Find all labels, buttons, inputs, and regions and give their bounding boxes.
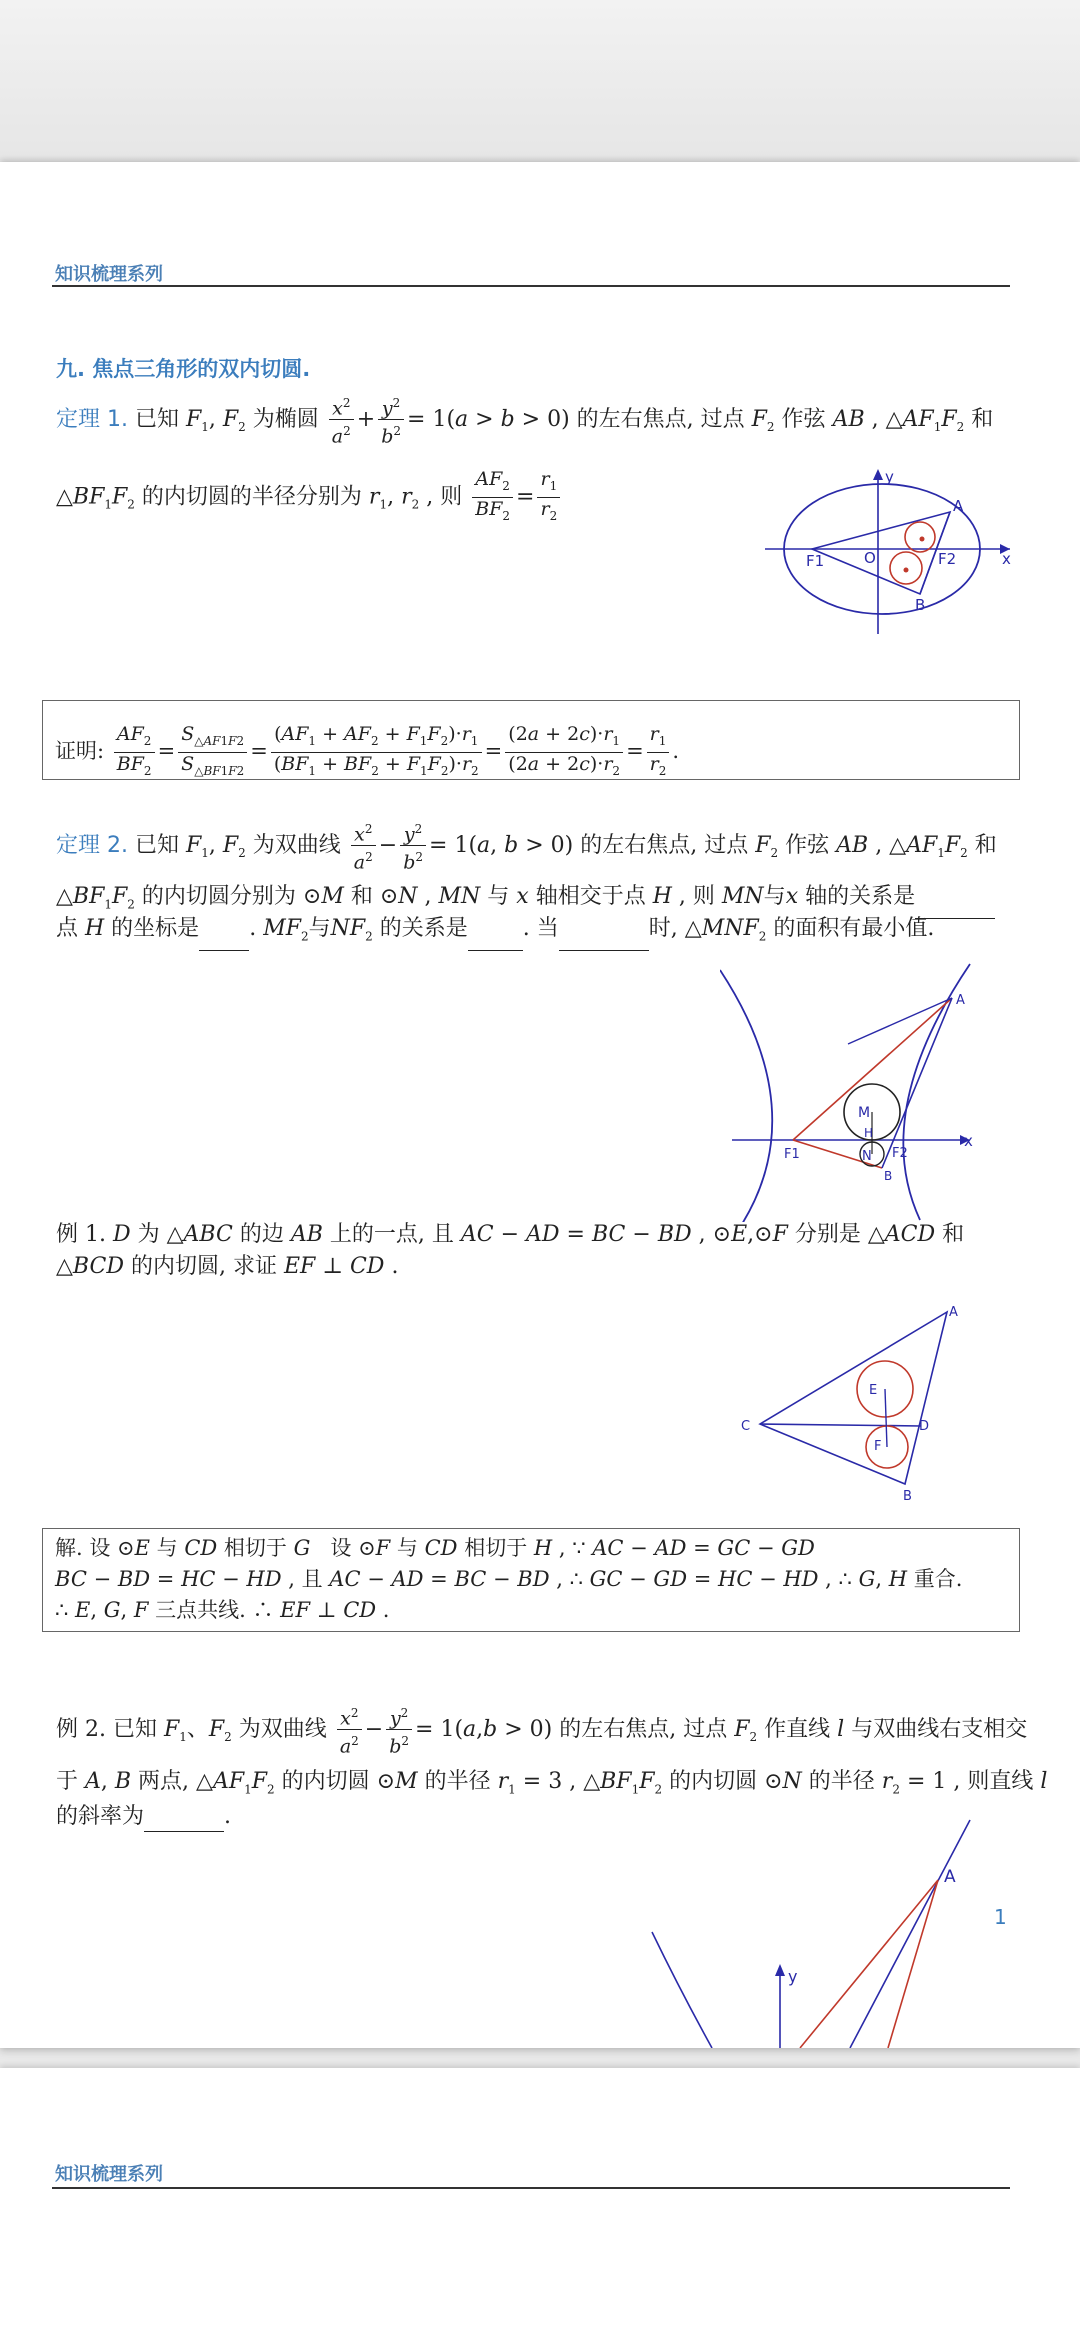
theorem-2-line-2: $\triangle BF_1F_2$ 的内切圆分别为 ⊙M 和 ⊙N , MN 与 x 轴相交于点 H , 则 MN与x 轴的关系是: [56, 882, 995, 919]
running-header-2: 知识梳理系列: [55, 2164, 163, 2185]
line-a-b: [888, 1880, 938, 2048]
label-d: D: [919, 1419, 930, 1434]
label-x: x: [1002, 550, 1011, 568]
hyperbola-left-branch: [720, 970, 772, 1222]
document-page-1[interactable]: [0, 162, 1080, 2048]
label-b: B: [915, 596, 926, 614]
hyperbola-figure: [720, 962, 980, 1222]
label-e: E: [869, 1383, 878, 1398]
label-y: y: [788, 1967, 798, 1986]
solution-1-line-1: 解. 设 ⊙E 与 CD 相切于 G 设 ⊙F 与 CD 相切于 H , ∵ AC − AD = GC − GD: [55, 1536, 815, 1560]
viewer-background: [0, 0, 1080, 160]
y-axis-arrow: [775, 1964, 785, 1976]
triangle-abc: [760, 1312, 947, 1484]
triangle-figure: [735, 1302, 975, 1502]
label-f2: F2: [938, 550, 957, 568]
label-b: B: [884, 1169, 893, 1183]
proof-box: [42, 700, 1020, 780]
example-2-figure: [640, 1810, 1020, 2048]
running-header: 知识梳理系列: [55, 264, 163, 285]
line-l: [850, 1820, 970, 2048]
label-f1: F1: [806, 552, 825, 570]
label-b: B: [903, 1489, 912, 1502]
label-c: C: [741, 1419, 751, 1434]
segment-ef: [885, 1389, 887, 1447]
label-o: O: [864, 549, 876, 567]
example-2-line-3: 的斜率为 .: [56, 1802, 231, 1832]
label-f2: F2: [892, 1146, 908, 1161]
solution-box: [42, 1528, 1020, 1632]
example-1-line-2: △BCD 的内切圆, 求证 EF ⊥ CD .: [56, 1254, 399, 1279]
incircle-1-center: [920, 537, 925, 542]
label-a: A: [944, 1867, 956, 1887]
label-a: A: [956, 993, 965, 1008]
header-rule: [52, 285, 1010, 287]
solution-1-line-2: BC − BD = HC − HD , 且 AC − AD = BC − BD , ∴ GC − GD = HC − HD , ∴ G, H 重合.: [55, 1567, 963, 1591]
header-rule-2: [52, 2187, 1010, 2189]
theorem-2-label: 定理 2.: [56, 832, 128, 858]
ellipse-figure: [760, 464, 1030, 664]
chord-ab: [882, 998, 952, 1168]
incircle-1: [905, 522, 935, 552]
example-2-line-1: 例 2. 已知 $F_1$、$F_2$ 为双曲线 $\frac{x^2}{a^2}$ − $\frac{y^2}{b^2}$ = 1(a,b > 0) 的左右焦点, 过点 $F_2$ 作直线 l 与双曲线右支相交: [56, 1702, 1027, 1758]
theorem-2-line-1: 定理 2. 已知 $F_1$, $F_2$ 为双曲线 $\frac{x^2}{a^2}$ − $\frac{y^2}{b^2}$ = 1(a, b > 0) 的左右焦点, 过点 $F_2$ 作弦 AB , $\triangle AF_1F_2$ 和: [56, 818, 997, 874]
incircle-2-center: [904, 568, 909, 573]
label-h: H: [864, 1126, 874, 1140]
section-title: 九. 焦点三角形的双内切圆.: [56, 357, 311, 381]
theorem-1-line-2: $\triangle BF_1F_2$ 的内切圆的半径分别为 $r_1$, $r_2$ , 则 $\frac{AF_2}{BF_2}$ = $\frac{r_1}{r_2}$: [56, 468, 563, 527]
theorem-1-line-1: 定理 1. 已知 $F_1$, $F_2$ 为椭圆 $\frac{x^2}{a^2}$ + $\frac{y^2}{b^2}$ = 1(a > b > 0) 的左右焦点, 过点 $F_2$ 作弦 AB , $\triangle AF_1F_2$ 和: [56, 392, 993, 448]
theorem-1-label: 定理 1.: [56, 406, 128, 432]
theorem-2-line-3: 点 H 的坐标是 . $MF_2$与$NF_2$ 的关系是 . 当 时, $\triangle MNF_2$ 的面积有最小值.: [56, 914, 934, 951]
y-axis-arrow: [873, 469, 883, 480]
example-2-line-2: 于 A, B 两点, $\triangle AF_1F_2$ 的内切圆 ⊙M 的半径 $r_1 = 3$ , $\triangle BF_1F_2$ 的内切圆 ⊙N 的半径 $r_2 = 1$ , 则直线 l: [56, 1769, 1048, 1797]
example-1-line-1: 例 1. D 为 △ABC 的边 AB 上的一点, 且 AC − AD = BC − BD , ⊙E,⊙F 分别是 △ACD 和: [56, 1222, 965, 1247]
page-number: 1: [994, 1905, 1007, 1929]
hyperbola-left-branch: [652, 1932, 712, 2048]
label-m: M: [858, 1105, 871, 1121]
label-n: N: [862, 1149, 872, 1164]
document-page-2[interactable]: [0, 2068, 1080, 2337]
label-f1: F1: [784, 1147, 800, 1162]
solution-1-line-3: ∴ E, G, F 三点共线. ∴ EF ⊥ CD .: [55, 1598, 390, 1622]
line-f1-a: [800, 1880, 938, 2048]
label-y: y: [885, 468, 894, 486]
label-a: A: [949, 1305, 958, 1320]
label-a: A: [953, 497, 964, 515]
proof-1-formula: 证明: $\frac{AF_2}{BF_2}$ = $\frac{S_{\triangle AF1F2}}{S_{\triangle BF1F2}}$ = $\frac{(AF_1 + AF_2 + F_1F_2)\cdot r_1}{(BF_1 + BF_2 + F_1F_2)\cdot r_2}$ = $\frac{(2a + 2c)\cdot r_1}{(2a + 2c)\cdot r_2}$ = $\frac{r_1}{r_2}$ .: [55, 723, 680, 778]
segment-cd: [760, 1424, 921, 1426]
label-f: F: [874, 1439, 882, 1454]
label-x: x: [964, 1132, 973, 1150]
